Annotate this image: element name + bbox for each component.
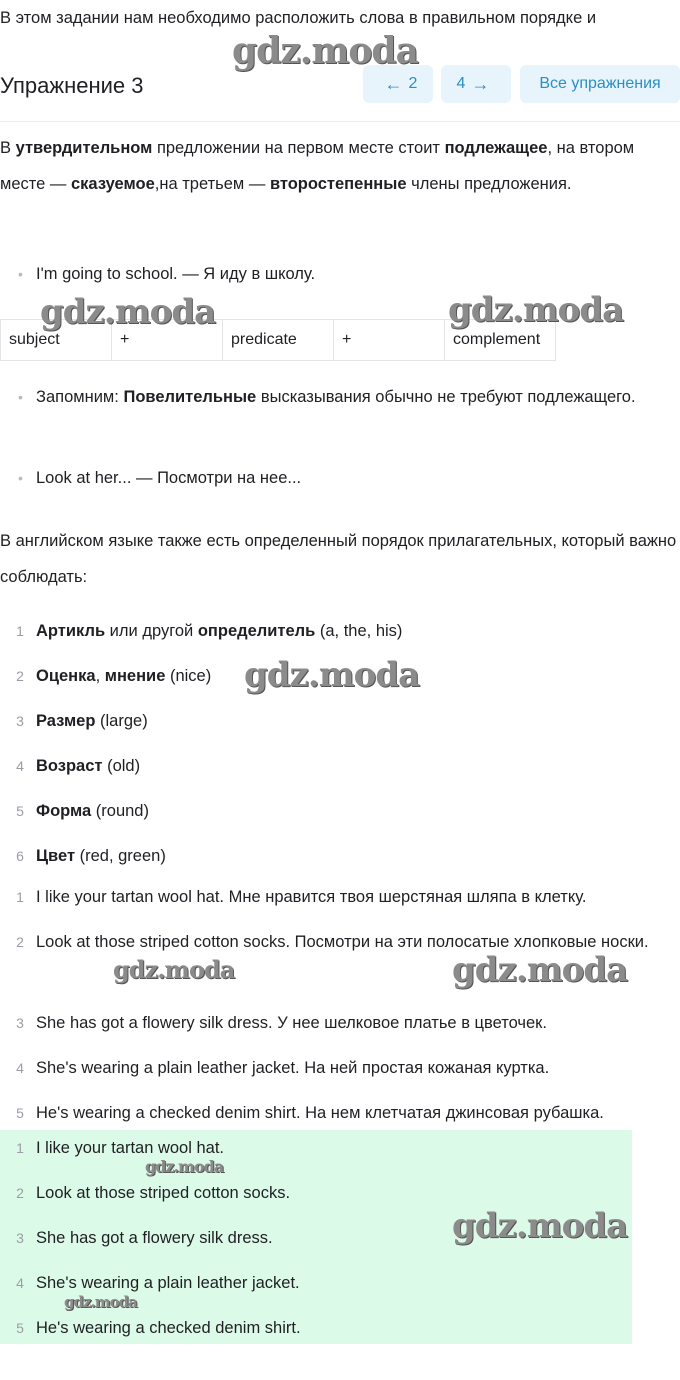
- translation-item: [0, 1095, 680, 1131]
- table-cell: complement: [445, 320, 556, 361]
- sentence-structure-table: [0, 319, 556, 361]
- list-number: 3: [16, 1230, 24, 1246]
- list-number: 4: [16, 1275, 24, 1291]
- watermark: gdz.moda: [64, 1293, 137, 1311]
- all-exercises-label: Все упражнения: [539, 75, 661, 92]
- prev-exercise-button[interactable]: [363, 65, 433, 103]
- all-exercises-button[interactable]: [520, 65, 680, 103]
- list-number: 6: [16, 848, 24, 864]
- list-number: 2: [16, 1185, 24, 1201]
- list-number: 5: [16, 1320, 24, 1336]
- list-bold: Цвет: [36, 847, 76, 865]
- translation-item: [0, 1005, 680, 1041]
- list-item: [0, 838, 680, 874]
- watermark: gdz.moda: [452, 1206, 628, 1246]
- translation-text: She has got a flowery silk dress. У нее шелковое платье в цветочек.: [36, 1014, 547, 1032]
- answer-item: [0, 1130, 680, 1166]
- rule-bold: второстепенные: [269, 175, 407, 193]
- rule-text: предложении на первом месте стоит: [152, 139, 445, 157]
- list-number: 5: [16, 803, 24, 819]
- remember-bold: Повелительные: [123, 388, 257, 406]
- remember-bullet: [18, 379, 676, 415]
- list-item: [0, 613, 680, 649]
- list-text: (round): [91, 802, 149, 820]
- list-bold: Артикль: [36, 622, 106, 640]
- remember-text: высказывания обычно не требуют подлежащего.: [256, 388, 636, 406]
- adjective-order-intro: В английском языке также есть определенный порядок прилагательных, который важно соблюдать:: [0, 532, 677, 586]
- page-title: Упражнение 3: [0, 73, 144, 98]
- rule-text: ,на третьем —: [154, 175, 270, 193]
- list-bold: мнение: [104, 667, 166, 685]
- rule-bold: подлежащее: [444, 139, 548, 157]
- answer-item: [0, 1175, 680, 1211]
- translation-item: [0, 879, 680, 915]
- list-bold: Оценка: [36, 667, 96, 685]
- list-text: (large): [95, 712, 148, 730]
- translation-text: She's wearing a plain leather jacket. На ней простая кожаная куртка.: [36, 1059, 550, 1077]
- list-number: 3: [16, 1015, 24, 1031]
- rule-text: В: [0, 139, 16, 157]
- list-text: или другой: [105, 622, 198, 640]
- divider: [0, 121, 680, 122]
- rule-bold: сказуемое: [71, 175, 155, 193]
- table-cell: predicate: [223, 320, 334, 361]
- list-number: 3: [16, 713, 24, 729]
- watermark: gdz.moda: [244, 655, 420, 695]
- list-item: [0, 748, 680, 784]
- watermark: gdz.moda: [113, 955, 235, 984]
- list-item: [0, 793, 680, 829]
- intro-text: В этом задании нам необходимо расположить слова в правильном порядке и: [0, 9, 597, 27]
- table-cell: +: [334, 320, 445, 361]
- list-number: 1: [16, 623, 24, 639]
- answer-text: He's wearing a checked denim shirt.: [36, 1319, 301, 1337]
- list-text: (red, green): [75, 847, 166, 865]
- list-number: 4: [16, 758, 24, 774]
- answer-item: [0, 1220, 680, 1256]
- list-number: 2: [16, 668, 24, 684]
- table-cell: +: [112, 320, 223, 361]
- answer-item: [0, 1310, 680, 1346]
- list-number: 2: [16, 934, 24, 950]
- answer-text: Look at those striped cotton socks.: [36, 1184, 291, 1202]
- watermark: gdz.moda: [452, 950, 628, 990]
- watermark: gdz.moda: [448, 290, 624, 330]
- next-exercise-label: 4: [456, 75, 466, 92]
- list-item: [0, 658, 680, 694]
- arrow-left-icon: ←: [384, 73, 403, 94]
- list-text: (a, the, his): [315, 622, 403, 640]
- translation-item: [0, 924, 680, 996]
- prev-exercise-label: 2: [408, 75, 418, 92]
- translation-text: He's wearing a checked denim shirt. На нем клетчатая джинсовая рубашка.: [36, 1104, 604, 1122]
- example-bullet: • I'm going to school. — Я иду в школу.: [18, 256, 676, 292]
- list-bold: Форма: [36, 802, 92, 820]
- list-number: 1: [16, 1140, 24, 1156]
- translation-item: [0, 1050, 680, 1086]
- translation-text: Look at those striped cotton socks. Посмотри на эти полосатые хлопковые носки.: [36, 933, 649, 951]
- list-text: (nice): [165, 667, 212, 685]
- translation-text: I like your tartan wool hat. Мне нравится твоя шерстяная шляпа в клетку.: [36, 888, 587, 906]
- table-cell: subject: [1, 320, 112, 361]
- answer-item: [0, 1265, 680, 1301]
- answer-text: She's wearing a plain leather jacket.: [36, 1274, 300, 1292]
- rule-text: члены предложения.: [406, 175, 572, 193]
- rule-bold: утвердительном: [15, 139, 153, 157]
- word-order-rule: [0, 130, 680, 202]
- answer-text: I like your tartan wool hat.: [36, 1139, 225, 1157]
- answer-text: She has got a flowery silk dress.: [36, 1229, 273, 1247]
- watermark: gdz.moda: [232, 30, 418, 72]
- rule-text: , на втором месте —: [0, 139, 635, 193]
- remember-text: Запомним:: [36, 388, 124, 406]
- list-number: 5: [16, 1105, 24, 1121]
- list-text: ,: [95, 667, 105, 685]
- list-item: [0, 703, 680, 739]
- example-bullet: • Look at her... — Посмотри на нее...: [18, 460, 676, 496]
- next-exercise-button[interactable]: [441, 65, 511, 103]
- list-bold: Размер: [36, 712, 96, 730]
- list-bold: Возраст: [36, 757, 103, 775]
- watermark: gdz.moda: [145, 1157, 224, 1176]
- arrow-right-icon: →: [471, 73, 490, 94]
- list-text: (old): [102, 757, 141, 775]
- list-number: 4: [16, 1060, 24, 1076]
- list-number: 1: [16, 889, 24, 905]
- list-bold: определитель: [197, 622, 316, 640]
- watermark: gdz.moda: [40, 292, 216, 332]
